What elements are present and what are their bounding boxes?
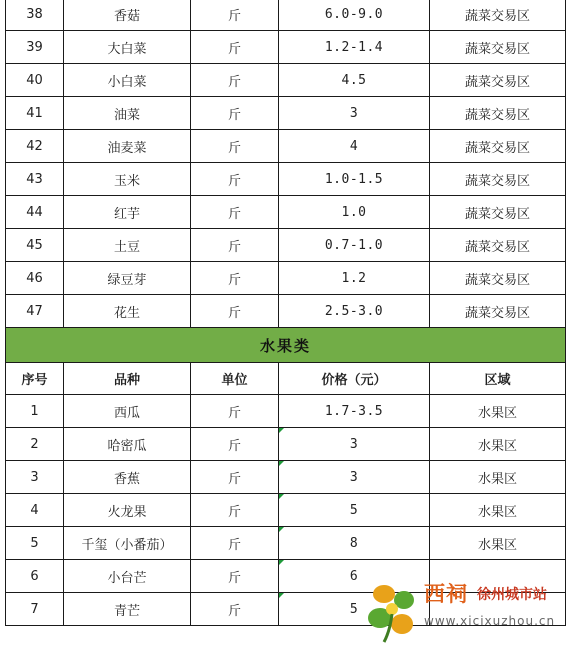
cell-unit: 斤 (191, 196, 279, 229)
cell-no: 43 (6, 163, 64, 196)
cell-unit: 斤 (191, 461, 279, 494)
cell-no: 40 (6, 64, 64, 97)
cell-area: 蔬菜交易区 (430, 97, 566, 130)
column-header-row (6, 363, 566, 395)
cell-item: 西瓜 (64, 395, 191, 428)
cell-price: 3 (279, 97, 430, 130)
cell-area: 水果区 (430, 461, 566, 494)
cell-no: 1 (6, 395, 64, 428)
comment-marker-icon (279, 527, 284, 532)
cell-price: 4 (279, 130, 430, 163)
cell-area: 水果区 (430, 395, 566, 428)
cell-unit: 斤 (191, 97, 279, 130)
cell-unit: 斤 (191, 560, 279, 593)
table-row (6, 461, 566, 494)
table-row (6, 64, 566, 97)
cell-price: 6 (279, 560, 430, 593)
header-price: 价格（元） (279, 363, 430, 395)
watermark-name: 西祠 (424, 581, 468, 606)
cell-area: 水果区 (430, 527, 566, 560)
cell-unit: 斤 (191, 0, 279, 31)
header-no: 序号 (6, 363, 64, 395)
table-row (6, 31, 566, 64)
cell-no: 6 (6, 560, 64, 593)
cell-item: 香菇 (64, 0, 191, 31)
cell-item: 哈密瓜 (64, 428, 191, 461)
cell-price: 6.0-9.0 (279, 0, 430, 31)
cell-unit: 斤 (191, 428, 279, 461)
header-item: 品种 (64, 363, 191, 395)
watermark-city: 徐州城市站 (477, 587, 547, 603)
cell-area: 水果区 (430, 428, 566, 461)
cell-price: 4.5 (279, 64, 430, 97)
cell-no: 3 (6, 461, 64, 494)
cell-no: 45 (6, 229, 64, 262)
cell-area: 水果区 (430, 494, 566, 527)
cell-price: 1.7-3.5 (279, 395, 430, 428)
table-row (6, 130, 566, 163)
cell-price: 1.0 (279, 196, 430, 229)
cell-item: 大白菜 (64, 31, 191, 64)
cell-item: 青芒 (64, 593, 191, 626)
cell-area: 蔬菜交易区 (430, 31, 566, 64)
cell-unit: 斤 (191, 262, 279, 295)
cell-item: 玉米 (64, 163, 191, 196)
cell-unit: 斤 (191, 593, 279, 626)
cell-price: 0.7-1.0 (279, 229, 430, 262)
cell-price: 1.2-1.4 (279, 31, 430, 64)
section-title-row (6, 328, 566, 363)
table-row (6, 428, 566, 461)
cell-no: 5 (6, 527, 64, 560)
cell-item: 绿豆芽 (64, 262, 191, 295)
cell-unit: 斤 (191, 31, 279, 64)
cell-unit: 斤 (191, 130, 279, 163)
cell-item: 油菜 (64, 97, 191, 130)
cell-area: 蔬菜交易区 (430, 64, 566, 97)
cell-item: 千玺（小番茄） (64, 527, 191, 560)
table-row (6, 229, 566, 262)
cell-item: 小白菜 (64, 64, 191, 97)
cell-unit: 斤 (191, 494, 279, 527)
cell-price: 5 (279, 494, 430, 527)
cell-no: 39 (6, 31, 64, 64)
cell-no: 7 (6, 593, 64, 626)
cell-no: 38 (6, 0, 64, 31)
cell-area: 蔬菜交易区 (430, 262, 566, 295)
cell-unit: 斤 (191, 295, 279, 328)
table-row (6, 295, 566, 328)
cell-unit: 斤 (191, 229, 279, 262)
header-area: 区域 (430, 363, 566, 395)
cell-area: 蔬菜交易区 (430, 163, 566, 196)
cell-price: 1.0-1.5 (279, 163, 430, 196)
comment-marker-icon (279, 428, 284, 433)
cell-unit: 斤 (191, 527, 279, 560)
cell-item: 花生 (64, 295, 191, 328)
section-title: 水果类 (6, 328, 566, 363)
vegetable-rows (6, 0, 566, 328)
cell-area: 蔬菜交易区 (430, 229, 566, 262)
price-table (5, 0, 566, 626)
cell-item: 红芋 (64, 196, 191, 229)
table-row (6, 163, 566, 196)
cell-no: 2 (6, 428, 64, 461)
table-row (6, 395, 566, 428)
cell-item: 小台芒 (64, 560, 191, 593)
cell-item: 土豆 (64, 229, 191, 262)
cell-area: 蔬菜交易区 (430, 130, 566, 163)
cell-price: 5 (279, 593, 430, 626)
table-row (6, 97, 566, 130)
site-watermark (362, 576, 569, 646)
header-unit: 单位 (191, 363, 279, 395)
cell-no: 46 (6, 262, 64, 295)
table-row (6, 494, 566, 527)
cell-item: 火龙果 (64, 494, 191, 527)
comment-marker-icon (279, 494, 284, 499)
comment-marker-icon (279, 560, 284, 565)
cell-item: 油麦菜 (64, 130, 191, 163)
comment-marker-icon (279, 593, 284, 598)
cell-unit: 斤 (191, 64, 279, 97)
watermark-url: www.xicixuzhou.cn (424, 614, 556, 628)
cell-unit: 斤 (191, 163, 279, 196)
comment-marker-icon (279, 461, 284, 466)
table-row (6, 196, 566, 229)
cell-no: 44 (6, 196, 64, 229)
cell-price: 1.2 (279, 262, 430, 295)
cell-item: 香蕉 (64, 461, 191, 494)
cell-no: 47 (6, 295, 64, 328)
table-row (6, 527, 566, 560)
cell-price: 2.5-3.0 (279, 295, 430, 328)
cell-price: 8 (279, 527, 430, 560)
cell-area: 蔬菜交易区 (430, 0, 566, 31)
fruit-section (6, 328, 566, 395)
cell-price: 3 (279, 428, 430, 461)
table-row (6, 0, 566, 31)
cell-area: 蔬菜交易区 (430, 295, 566, 328)
cell-no: 4 (6, 494, 64, 527)
cell-area: 蔬菜交易区 (430, 196, 566, 229)
flower-logo-icon (362, 576, 424, 646)
table-row (6, 262, 566, 295)
cell-price: 3 (279, 461, 430, 494)
cell-unit: 斤 (191, 395, 279, 428)
cell-no: 42 (6, 130, 64, 163)
cell-no: 41 (6, 97, 64, 130)
